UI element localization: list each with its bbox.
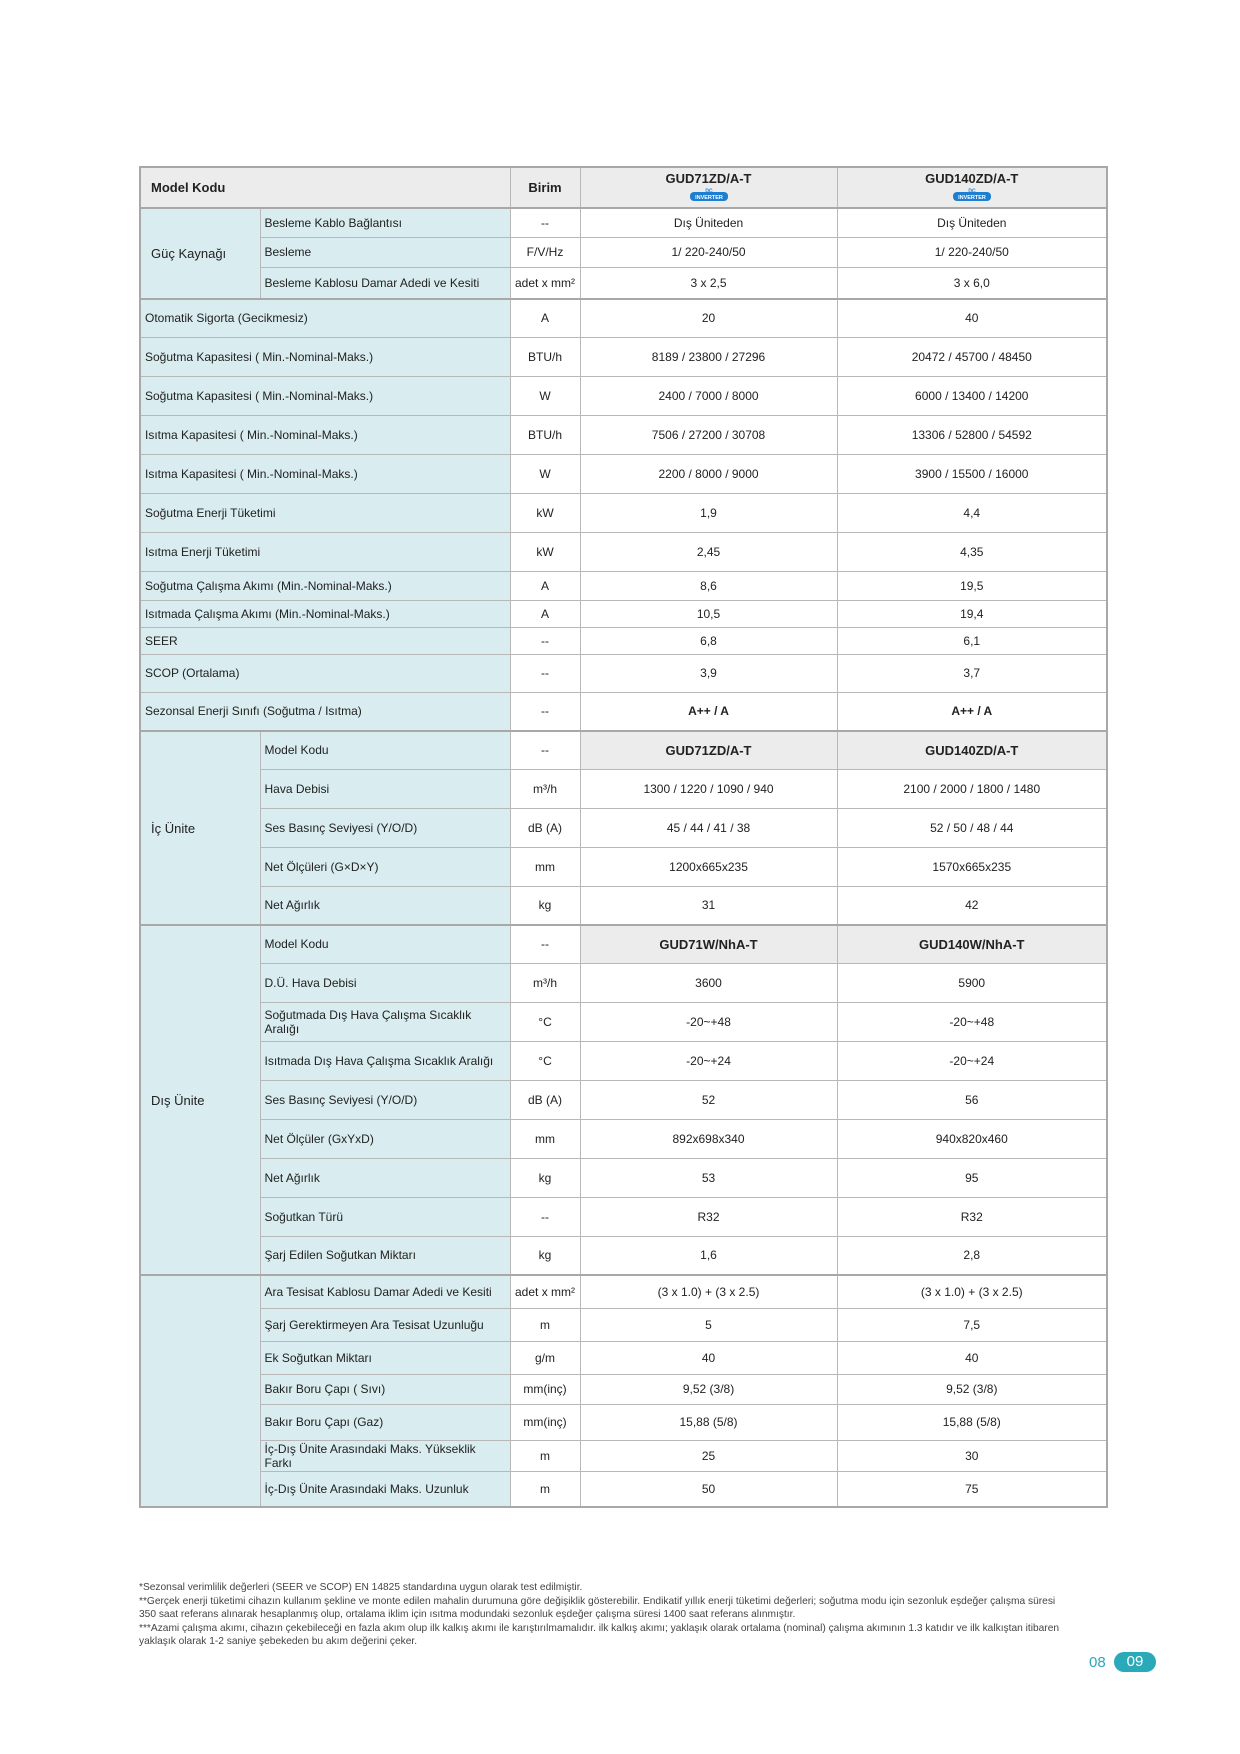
row-unit: kg xyxy=(510,1236,580,1275)
table-row xyxy=(140,1404,1107,1440)
row-value-model-1: 53 xyxy=(580,1158,837,1197)
row-value-model-1: 2400 / 7000 / 8000 xyxy=(580,376,837,415)
row-value-model-1: 7506 / 27200 / 30708 xyxy=(580,415,837,454)
table-row xyxy=(140,1197,1107,1236)
row-value-model-1: 1,9 xyxy=(580,493,837,532)
row-unit: dB (A) xyxy=(510,1080,580,1119)
row-label: Ses Basınç Seviyesi (Y/O/D) xyxy=(260,1080,510,1119)
row-value-model-2: 4,4 xyxy=(837,493,1107,532)
row-unit: -- xyxy=(510,925,580,963)
row-label: Net Ağırlık xyxy=(260,1158,510,1197)
row-label: Net Ölçüleri (G×D×Y) xyxy=(260,847,510,886)
table-row xyxy=(140,1158,1107,1197)
row-unit: kg xyxy=(510,886,580,925)
row-label: Isıtma Kapasitesi ( Min.-Nominal-Maks.) xyxy=(140,454,510,493)
row-value-model-1: 1300 / 1220 / 1090 / 940 xyxy=(580,769,837,808)
row-value-model-1: 10,5 xyxy=(580,600,837,627)
row-label: Model Kodu xyxy=(260,925,510,963)
table-row xyxy=(140,267,1107,299)
svg-text:DC: DC xyxy=(704,188,713,195)
row-value-model-1: -20~+48 xyxy=(580,1002,837,1041)
row-label: İç-Dış Ünite Arasındaki Maks. Uzunluk xyxy=(260,1471,510,1507)
row-unit: -- xyxy=(510,1197,580,1236)
row-value-model-1: 6,8 xyxy=(580,627,837,654)
row-unit: -- xyxy=(510,208,580,237)
row-unit: A xyxy=(510,299,580,337)
row-unit: A xyxy=(510,571,580,600)
svg-text:DC: DC xyxy=(968,188,976,195)
table-row xyxy=(140,1080,1107,1119)
table-row xyxy=(140,376,1107,415)
row-label: Ses Basınç Seviyesi (Y/O/D) xyxy=(260,808,510,847)
table-row xyxy=(140,493,1107,532)
row-label: Otomatik Sigorta (Gecikmesiz) xyxy=(140,299,510,337)
row-unit: -- xyxy=(510,627,580,654)
table-row xyxy=(140,208,1107,237)
row-value-model-2: 40 xyxy=(837,1341,1107,1374)
row-value-model-2: 2100 / 2000 / 1800 / 1480 xyxy=(837,769,1107,808)
row-value-model-2: GUD140W/NhA-T xyxy=(837,925,1107,963)
table-row xyxy=(140,1236,1107,1275)
row-value-model-2: 30 xyxy=(837,1440,1107,1471)
footnotes xyxy=(139,1581,1074,1649)
row-value-model-1: GUD71ZD/A-T xyxy=(580,731,837,769)
row-value-model-2: (3 x 1.0) + (3 x 2.5) xyxy=(837,1275,1107,1308)
group-label: Güç Kaynağı xyxy=(140,208,260,299)
row-label: SEER xyxy=(140,627,510,654)
table-row xyxy=(140,769,1107,808)
table-row xyxy=(140,925,1107,963)
table-row xyxy=(140,808,1107,847)
row-value-model-2: GUD140ZD/A-T xyxy=(837,731,1107,769)
row-unit: dB (A) xyxy=(510,808,580,847)
row-value-model-2: 9,52 (3/8) xyxy=(837,1374,1107,1404)
svg-text:INVERTER: INVERTER xyxy=(957,195,986,201)
row-label: Model Kodu xyxy=(260,731,510,769)
table-row xyxy=(140,600,1107,627)
row-unit: mm(inç) xyxy=(510,1404,580,1440)
row-value-model-2: R32 xyxy=(837,1197,1107,1236)
row-value-model-1: 50 xyxy=(580,1471,837,1507)
row-value-model-2: 1570x665x235 xyxy=(837,847,1107,886)
row-unit: BTU/h xyxy=(510,415,580,454)
row-unit: -- xyxy=(510,731,580,769)
table-row xyxy=(140,571,1107,600)
row-label: Soğutmada Dış Hava Çalışma Sıcaklık Aralığı xyxy=(260,1002,510,1041)
row-value-model-1: 3,9 xyxy=(580,654,837,692)
row-value-model-1: Dış Üniteden xyxy=(580,208,837,237)
row-value-model-1: 2,45 xyxy=(580,532,837,571)
row-value-model-2: 3 x 6,0 xyxy=(837,267,1107,299)
table-row xyxy=(140,1041,1107,1080)
header-model-name: GUD140ZD/A-T xyxy=(925,171,1019,186)
row-value-model-2: 19,4 xyxy=(837,600,1107,627)
row-unit: -- xyxy=(510,692,580,731)
spec-table xyxy=(139,166,1108,1508)
row-unit: adet x mm² xyxy=(510,1275,580,1308)
row-label: SCOP (Ortalama) xyxy=(140,654,510,692)
row-value-model-1: 20 xyxy=(580,299,837,337)
row-value-model-2: A++ / A xyxy=(837,692,1107,731)
row-unit: m³/h xyxy=(510,769,580,808)
dc-inverter-badge-icon xyxy=(952,188,992,204)
row-label: Şarj Gerektirmeyen Ara Tesisat Uzunluğu xyxy=(260,1308,510,1341)
row-value-model-1: 15,88 (5/8) xyxy=(580,1404,837,1440)
row-label: D.Ü. Hava Debisi xyxy=(260,963,510,1002)
row-label: Soğutma Çalışma Akımı (Min.-Nominal-Maks.) xyxy=(140,571,510,600)
row-value-model-2: 6000 / 13400 / 14200 xyxy=(837,376,1107,415)
row-value-model-2: Dış Üniteden xyxy=(837,208,1107,237)
row-label: Net Ölçüler (GxYxD) xyxy=(260,1119,510,1158)
footnote: *Sezonsal verimlilik değerleri (SEER ve SCOP) EN 14825 standardına uygun olarak test edilmiştir. xyxy=(139,1582,583,1593)
row-unit: g/m xyxy=(510,1341,580,1374)
table-row xyxy=(140,1374,1107,1404)
group-label xyxy=(140,1275,260,1507)
row-label: Net Ağırlık xyxy=(260,886,510,925)
row-unit: W xyxy=(510,376,580,415)
table-row xyxy=(140,1119,1107,1158)
row-value-model-1: R32 xyxy=(580,1197,837,1236)
row-value-model-2: 52 / 50 / 48 / 44 xyxy=(837,808,1107,847)
row-unit: °C xyxy=(510,1041,580,1080)
row-label: Ara Tesisat Kablosu Damar Adedi ve Kesiti xyxy=(260,1275,510,1308)
row-value-model-1: 45 / 44 / 41 / 38 xyxy=(580,808,837,847)
row-value-model-2: 4,35 xyxy=(837,532,1107,571)
row-value-model-2: 2,8 xyxy=(837,1236,1107,1275)
row-value-model-1: 52 xyxy=(580,1080,837,1119)
row-unit: m xyxy=(510,1308,580,1341)
row-value-model-2: 19,5 xyxy=(837,571,1107,600)
table-row xyxy=(140,299,1107,337)
dc-inverter-badge-icon xyxy=(689,188,729,204)
row-value-model-2: 95 xyxy=(837,1158,1107,1197)
group-label: Dış Ünite xyxy=(140,925,260,1275)
table-row xyxy=(140,237,1107,267)
table-row xyxy=(140,415,1107,454)
row-label: Ek Soğutkan Miktarı xyxy=(260,1341,510,1374)
row-value-model-1: 3600 xyxy=(580,963,837,1002)
row-value-model-2: -20~+48 xyxy=(837,1002,1107,1041)
table-row xyxy=(140,886,1107,925)
row-label: Soğutma Kapasitesi ( Min.-Nominal-Maks.) xyxy=(140,376,510,415)
row-label: Isıtmada Dış Hava Çalışma Sıcaklık Aralığı xyxy=(260,1041,510,1080)
table-row xyxy=(140,1440,1107,1471)
row-label: Soğutma Enerji Tüketimi xyxy=(140,493,510,532)
row-label: Besleme Kablo Bağlantısı xyxy=(260,208,510,237)
page-number-left: 08 xyxy=(1089,1654,1106,1671)
row-label: Bakır Boru Çapı (Gaz) xyxy=(260,1404,510,1440)
row-value-model-1: -20~+24 xyxy=(580,1041,837,1080)
row-value-model-1: 2200 / 8000 / 9000 xyxy=(580,454,837,493)
table-row xyxy=(140,337,1107,376)
row-value-model-2: 5900 xyxy=(837,963,1107,1002)
row-unit: mm xyxy=(510,1119,580,1158)
row-label: Hava Debisi xyxy=(260,769,510,808)
row-unit: W xyxy=(510,454,580,493)
row-value-model-2: 3900 / 15500 / 16000 xyxy=(837,454,1107,493)
row-unit: kW xyxy=(510,532,580,571)
table-row xyxy=(140,1471,1107,1507)
row-unit: °C xyxy=(510,1002,580,1041)
row-value-model-1: 40 xyxy=(580,1341,837,1374)
row-value-model-1: 8189 / 23800 / 27296 xyxy=(580,337,837,376)
row-label: Sezonsal Enerji Sınıfı (Soğutma / Isıtma) xyxy=(140,692,510,731)
row-unit: mm xyxy=(510,847,580,886)
row-unit: kW xyxy=(510,493,580,532)
table-header xyxy=(140,167,1107,208)
row-unit: F/V/Hz xyxy=(510,237,580,267)
table-row xyxy=(140,1308,1107,1341)
row-value-model-1: A++ / A xyxy=(580,692,837,731)
table-row xyxy=(140,532,1107,571)
row-label: Isıtma Kapasitesi ( Min.-Nominal-Maks.) xyxy=(140,415,510,454)
header-model-cell xyxy=(837,167,1107,208)
table-row xyxy=(140,1002,1107,1041)
table-row xyxy=(140,731,1107,769)
row-label: Şarj Edilen Soğutkan Miktarı xyxy=(260,1236,510,1275)
row-value-model-1: 1/ 220-240/50 xyxy=(580,237,837,267)
row-value-model-2: 15,88 (5/8) xyxy=(837,1404,1107,1440)
row-unit: kg xyxy=(510,1158,580,1197)
table-row xyxy=(140,1341,1107,1374)
row-value-model-2: 3,7 xyxy=(837,654,1107,692)
header-model-label: Model Kodu xyxy=(140,167,510,208)
table-row xyxy=(140,847,1107,886)
row-unit: A xyxy=(510,600,580,627)
header-model-name: GUD71ZD/A-T xyxy=(665,171,752,186)
row-label: İç-Dış Ünite Arasındaki Maks. Yükseklik Farkı xyxy=(260,1440,510,1471)
row-label: Besleme Kablosu Damar Adedi ve Kesiti xyxy=(260,267,510,299)
row-value-model-2: 42 xyxy=(837,886,1107,925)
row-unit: -- xyxy=(510,654,580,692)
row-value-model-1: 1,6 xyxy=(580,1236,837,1275)
group-label: İç Ünite xyxy=(140,731,260,925)
row-unit: m xyxy=(510,1471,580,1507)
table-row xyxy=(140,692,1107,731)
table-row xyxy=(140,454,1107,493)
row-value-model-1: 9,52 (3/8) xyxy=(580,1374,837,1404)
row-value-model-1: 892x698x340 xyxy=(580,1119,837,1158)
row-value-model-2: 56 xyxy=(837,1080,1107,1119)
row-unit: m³/h xyxy=(510,963,580,1002)
footnote: **Gerçek enerji tüketimi cihazın kullanım şekline ve monte edilen mahalin durumuna göre değişiklik gösterebilir. Endikatif yıllık enerji tüketimi değerleri; soğutma modu için sezonluk eşdeğer çalışma süresi 350 saat referans alınarak hesaplanmış olup, ortalama iklim için ısıtma modundaki sezonluk eşdeğer çalışma süresi 1400 saat referans alınmıştır. xyxy=(139,1595,1056,1620)
row-label: Besleme xyxy=(260,237,510,267)
header-model-cell xyxy=(580,167,837,208)
table-row xyxy=(140,654,1107,692)
row-unit: mm(inç) xyxy=(510,1374,580,1404)
row-label: Soğutkan Türü xyxy=(260,1197,510,1236)
row-value-model-1: 5 xyxy=(580,1308,837,1341)
row-unit: m xyxy=(510,1440,580,1471)
table-row xyxy=(140,1275,1107,1308)
row-label: Isıtmada Çalışma Akımı (Min.-Nominal-Maks.) xyxy=(140,600,510,627)
table-row xyxy=(140,627,1107,654)
row-label: Soğutma Kapasitesi ( Min.-Nominal-Maks.) xyxy=(140,337,510,376)
row-value-model-2: 40 xyxy=(837,299,1107,337)
table-row xyxy=(140,963,1107,1002)
row-value-model-2: 1/ 220-240/50 xyxy=(837,237,1107,267)
row-value-model-2: 20472 / 45700 / 48450 xyxy=(837,337,1107,376)
row-value-model-2: 7,5 xyxy=(837,1308,1107,1341)
row-value-model-2: 940x820x460 xyxy=(837,1119,1107,1158)
row-value-model-2: 75 xyxy=(837,1471,1107,1507)
svg-text:INVERTER: INVERTER xyxy=(694,195,723,201)
row-value-model-2: 13306 / 52800 / 54592 xyxy=(837,415,1107,454)
row-value-model-1: 25 xyxy=(580,1440,837,1471)
row-label: Bakır Boru Çapı ( Sıvı) xyxy=(260,1374,510,1404)
row-value-model-1: (3 x 1.0) + (3 x 2.5) xyxy=(580,1275,837,1308)
row-unit: adet x mm² xyxy=(510,267,580,299)
row-value-model-2: 6,1 xyxy=(837,627,1107,654)
row-unit: BTU/h xyxy=(510,337,580,376)
row-value-model-1: 1200x665x235 xyxy=(580,847,837,886)
row-value-model-1: GUD71W/NhA-T xyxy=(580,925,837,963)
row-label: Isıtma Enerji Tüketimi xyxy=(140,532,510,571)
row-value-model-1: 31 xyxy=(580,886,837,925)
row-value-model-1: 8,6 xyxy=(580,571,837,600)
page-number-right: 09 xyxy=(1114,1652,1156,1672)
header-unit-label: Birim xyxy=(510,167,580,208)
row-value-model-2: -20~+24 xyxy=(837,1041,1107,1080)
footnote: ***Azami çalışma akımı, cihazın çekebileceği en fazla akım olup ilk kalkış akımı ile karıştırılmamalıdır. ilk kalkış akımı; yaklaşık olarak ortalama (nominal) çalışma akımının 1.3 katıdır ve ilk kalkıştan itibaren yaklaşık olarak 1-2 saniye şebekeden bu akım değerini çeker. xyxy=(139,1622,1060,1647)
row-value-model-1: 3 x 2,5 xyxy=(580,267,837,299)
